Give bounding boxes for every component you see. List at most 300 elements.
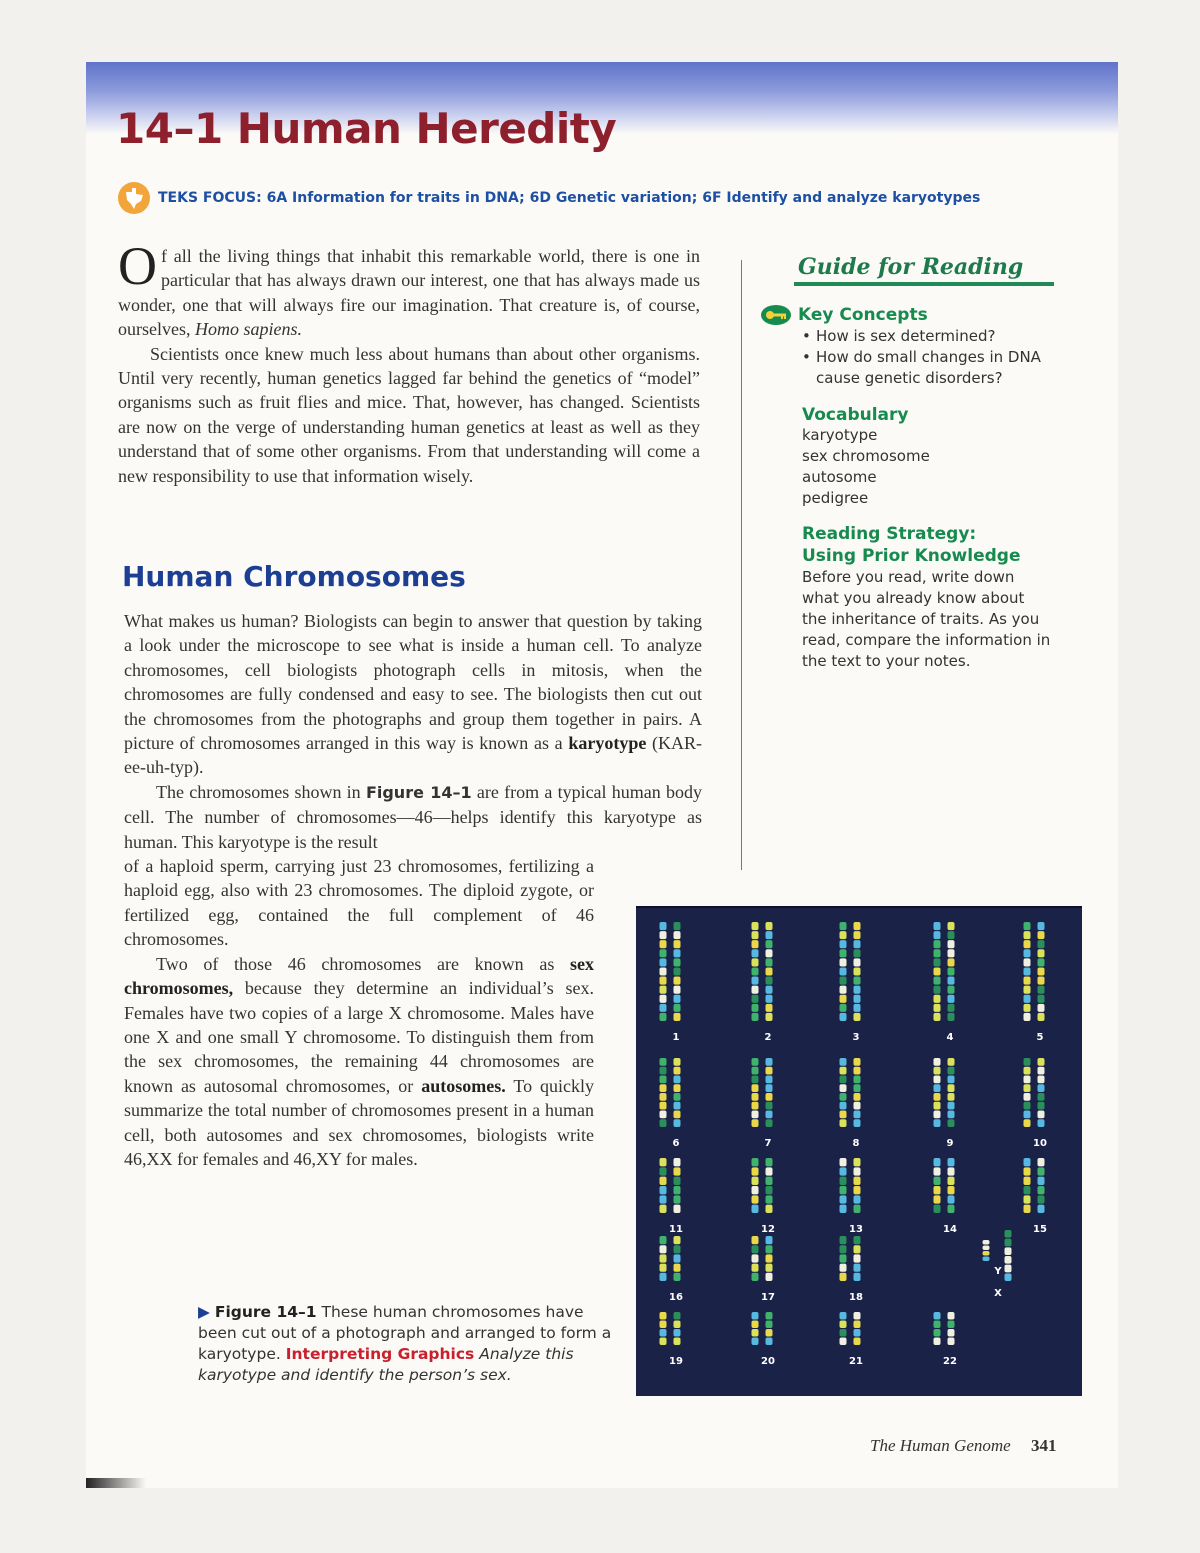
chromosome-band — [1024, 1076, 1031, 1084]
chromosome-band — [840, 986, 847, 994]
term-sex-chromosomes: sex chromosomes, — [124, 953, 594, 999]
chromosome-band — [766, 1076, 773, 1084]
chromosome-band — [752, 1264, 759, 1272]
chromosome-band — [934, 967, 941, 975]
chromosome-band — [948, 1329, 955, 1337]
chromosome-band — [854, 977, 861, 985]
chromosome-band — [1024, 958, 1031, 966]
intro-paragraph-2: Scientists once knew much less about humans than about other organisms. Until very recently, human genetics lagged far behind the genetics of “model” organisms such as fruit flies and mice. That, however, has changed. Scientists are now on the verge of understanding human genetics at least as well as they understand that of some other organisms. From that understanding will come a new responsibility to use that information wisely. — [118, 343, 700, 486]
chromosome-band — [674, 986, 681, 994]
chromosome-band — [854, 922, 861, 930]
chromosome-band — [934, 986, 941, 994]
chromosome-band — [752, 1076, 759, 1084]
chromosome-12-a — [752, 1158, 759, 1213]
chromosome-band — [766, 1084, 773, 1092]
chromosome-16-b — [674, 1236, 681, 1281]
chromosome-band — [854, 1058, 861, 1066]
chromosome-band — [660, 1013, 667, 1021]
chromosome-band — [948, 1058, 955, 1066]
chromosome-19-a — [660, 1312, 667, 1345]
chromosome-band — [840, 1119, 847, 1127]
vocab-item: pedigree — [802, 489, 869, 507]
chromosome-band — [840, 977, 847, 985]
chromosome-band — [660, 1254, 667, 1262]
chromosome-band — [766, 1119, 773, 1127]
chromosome-band — [1038, 1195, 1045, 1203]
chromosome-band — [1024, 1067, 1031, 1075]
chromosome-band — [1024, 922, 1031, 930]
chromosome-band — [948, 1076, 955, 1084]
chromosome-band — [934, 1013, 941, 1021]
chromosome-band — [840, 1264, 847, 1272]
chromosome-band — [1038, 1205, 1045, 1213]
chromosome-1-a — [660, 922, 667, 1021]
intro-paragraph-1 — [118, 236, 700, 342]
chromosome-band — [948, 1119, 955, 1127]
chromosome-Y — [983, 1240, 990, 1261]
chromosome-label: 11 — [669, 1224, 683, 1235]
chromosome-band — [854, 995, 861, 1003]
chromosome-band — [752, 1158, 759, 1166]
chromosome-band — [674, 1076, 681, 1084]
chromosome-band — [752, 1004, 759, 1012]
chromosome-band — [674, 1102, 681, 1110]
chromosome-band — [766, 1067, 773, 1075]
chromosome-band — [983, 1240, 990, 1245]
vocab-item: autosome — [802, 468, 877, 486]
chromosome-band — [948, 1195, 955, 1203]
chromosome-4-a — [934, 922, 941, 1021]
chromosome-band — [766, 958, 773, 966]
chromosome-9-a — [934, 1058, 941, 1127]
chromosome-band — [674, 1004, 681, 1012]
chromosome-band — [854, 949, 861, 957]
chromosome-6-a — [660, 1058, 667, 1127]
intro-text — [118, 236, 700, 488]
chromosome-band — [660, 1329, 667, 1337]
chromosome-band — [1038, 1004, 1045, 1012]
chromosome-label: 20 — [761, 1356, 775, 1367]
term-karyotype: karyotype — [568, 733, 647, 754]
chromosome-band — [674, 1236, 681, 1244]
chromosome-band — [840, 931, 847, 939]
chromosome-band — [660, 949, 667, 957]
chromosome-band — [840, 1111, 847, 1119]
chromosome-band — [1005, 1265, 1012, 1273]
chromosome-band — [1038, 1102, 1045, 1110]
chromosome-band — [948, 1177, 955, 1185]
chromosome-7-a — [752, 1058, 759, 1127]
chromosome-band — [1024, 940, 1031, 948]
chromosome-band — [766, 986, 773, 994]
chromosome-band — [752, 1205, 759, 1213]
chromosome-band — [660, 1321, 667, 1329]
chromosome-band — [674, 1177, 681, 1185]
chromosome-14-a — [934, 1158, 941, 1213]
chromosome-band — [948, 1321, 955, 1329]
chromosome-band — [660, 1338, 667, 1346]
chromosome-label: 5 — [1036, 1032, 1044, 1043]
chromosome-band — [854, 1067, 861, 1075]
chromosome-band — [854, 940, 861, 948]
chromosome-band — [766, 922, 773, 930]
p1-text-b: (KAR-ee-uh-typ). — [124, 733, 703, 778]
chromosome-band — [948, 1158, 955, 1166]
chromosome-band — [752, 1084, 759, 1092]
figure-caption — [198, 1302, 612, 1386]
chromosome-band — [1024, 931, 1031, 939]
chromosome-band — [948, 977, 955, 985]
chromosome-band — [1038, 922, 1045, 930]
homo-sapiens: Homo sapiens. — [194, 319, 302, 340]
chromosome-band — [766, 1004, 773, 1012]
chromosome-band — [840, 1338, 847, 1346]
chromosome-label: 10 — [1033, 1138, 1047, 1149]
chromosome-band — [1024, 1195, 1031, 1203]
chromosome-band — [1038, 967, 1045, 975]
chromosome-5-a — [1024, 922, 1031, 1021]
chromosome-label: 2 — [764, 1032, 772, 1043]
chromosome-band — [854, 1329, 861, 1337]
chromosome-band — [854, 1013, 861, 1021]
reading-strategy-text: Before you read, write down what you already know about the inheritance of traits. As you read, compare the information in the text to your notes. — [802, 568, 1051, 670]
reading-strategy-label — [802, 523, 1060, 567]
chromosome-band — [660, 977, 667, 985]
chromosome-band — [674, 958, 681, 966]
chromosome-band — [840, 1013, 847, 1021]
chromosome-band — [752, 931, 759, 939]
chromosome-label: 22 — [943, 1356, 957, 1367]
chromosome-5-b — [1038, 922, 1045, 1021]
chromosome-band — [840, 1058, 847, 1066]
chromosome-17-a — [752, 1236, 759, 1281]
chromosome-band — [1038, 940, 1045, 948]
chromosome-band — [766, 1013, 773, 1021]
chromosome-band — [1024, 967, 1031, 975]
chromosome-band — [948, 931, 955, 939]
section-paragraph-2 — [124, 780, 702, 854]
chromosome-band — [1005, 1247, 1012, 1255]
intro-p1-text: f all the living things that inhabit this remarkable world, there is one in particular that has always drawn our interest, one that has always made us wonder, one that will always fire our imagination. That creature is, of course, ourselves, — [118, 246, 700, 340]
chromosome-band — [948, 1013, 955, 1021]
chromosome-band — [1038, 1076, 1045, 1084]
chromosome-band — [752, 922, 759, 930]
chromosome-band — [934, 1329, 941, 1337]
chromosome-band — [934, 1167, 941, 1175]
chromosome-band — [948, 958, 955, 966]
chromosome-band — [934, 1158, 941, 1166]
p3-text-b: because they determine an individual’s sex. Females have two copies of a large X chromosome. Males have one X and one small Y chromosome. To distinguish them from the sex chromosomes, the remaining 44 chromosomes are known as autosomal chromosomes, or — [124, 978, 595, 1096]
chromosome-band — [934, 949, 941, 957]
chromosome-band — [1024, 1167, 1031, 1175]
chromosome-band — [660, 1236, 667, 1244]
chromosome-band — [854, 1102, 861, 1110]
chromosome-band — [674, 1067, 681, 1075]
chromosome-band — [934, 1321, 941, 1329]
chromosome-band — [660, 1067, 667, 1075]
chromosome-band — [840, 1321, 847, 1329]
chromosome-band — [674, 1254, 681, 1262]
chromosome-band — [752, 1013, 759, 1021]
chromosome-band — [752, 940, 759, 948]
chromosome-band — [752, 1093, 759, 1101]
chromosome-label: 1 — [672, 1032, 680, 1043]
chromosome-band — [1038, 931, 1045, 939]
page-footer — [870, 1436, 1056, 1456]
chromosome-band — [674, 1093, 681, 1101]
chromosome-band — [854, 958, 861, 966]
chromosome-label: 3 — [852, 1032, 860, 1043]
chromosome-band — [854, 1338, 861, 1346]
chromosome-band — [840, 1102, 847, 1110]
chromosome-band — [674, 1329, 681, 1337]
chromosome-band — [752, 1338, 759, 1346]
chromosome-band — [1038, 1111, 1045, 1119]
chromosome-band — [840, 1158, 847, 1166]
chromosome-label: 7 — [764, 1138, 772, 1149]
section-heading: Human Chromosomes — [122, 560, 466, 593]
vocabulary-label: Vocabulary — [802, 405, 909, 425]
chromosome-band — [854, 1004, 861, 1012]
chromosome-band — [854, 1167, 861, 1175]
chromosome-band — [840, 1177, 847, 1185]
chromosome-band — [1038, 986, 1045, 994]
chromosome-band — [752, 1167, 759, 1175]
chromosome-band — [660, 986, 667, 994]
chromosome-band — [766, 940, 773, 948]
chromosome-band — [840, 922, 847, 930]
chromosome-label: 4 — [946, 1032, 954, 1043]
key-concepts-list — [802, 326, 1060, 389]
guide-for-reading — [760, 254, 1060, 672]
figure-reference: Figure 14–1 — [365, 782, 472, 802]
chromosome-band — [766, 967, 773, 975]
chromosome-band — [934, 1338, 941, 1346]
chromosome-band — [934, 1084, 941, 1092]
chromosome-band — [854, 1195, 861, 1203]
chromosome-22-a — [934, 1312, 941, 1345]
chromosome-10-b — [1038, 1058, 1045, 1127]
chromosome-band — [840, 1084, 847, 1092]
chromosome-band — [948, 1338, 955, 1346]
chromosome-band — [1038, 1084, 1045, 1092]
chromosome-15-b — [1038, 1158, 1045, 1213]
chromosome-band — [752, 995, 759, 1003]
chromosome-band — [1024, 1205, 1031, 1213]
chromosome-band — [934, 1102, 941, 1110]
chromosome-band — [934, 1312, 941, 1320]
chromosome-band — [766, 1158, 773, 1166]
chromosome-band — [854, 1205, 861, 1213]
chromosome-band — [934, 1205, 941, 1213]
chromosome-band — [948, 1186, 955, 1194]
p2-text-b: are from a typical human body cell. The number of chromosomes—46—helps identify this karyotype as human. This karyotype is the result — [124, 781, 703, 852]
chromosome-band — [854, 1158, 861, 1166]
guide-rule — [794, 282, 1054, 286]
chromosome-20-b — [766, 1312, 773, 1345]
chromosome-band — [674, 1119, 681, 1127]
lesson-title: 14–1 Human Heredity — [116, 104, 617, 153]
chromosome-label: 18 — [849, 1292, 863, 1303]
vocab-item: sex chromosome — [802, 447, 930, 465]
chromosome-band — [948, 995, 955, 1003]
chromosome-band — [674, 1158, 681, 1166]
chromosome-band — [766, 949, 773, 957]
column-divider — [741, 260, 742, 870]
chromosome-band — [948, 940, 955, 948]
chromosome-band — [1038, 1119, 1045, 1127]
chromosome-band — [934, 1093, 941, 1101]
chromosome-band — [1005, 1239, 1012, 1247]
chromosome-band — [840, 1236, 847, 1244]
key-concept-item: • How do small changes in DNA cause genetic disorders? — [802, 347, 1060, 389]
chromosome-band — [766, 1058, 773, 1066]
chromosome-band — [854, 1245, 861, 1253]
chromosome-band — [948, 1111, 955, 1119]
chromosome-band — [674, 1338, 681, 1346]
chromosome-band — [1024, 1111, 1031, 1119]
chromosome-band — [934, 1111, 941, 1119]
chromosome-band — [766, 1338, 773, 1346]
chromosome-band — [1038, 1013, 1045, 1021]
strategy-label-2: Using Prior Knowledge — [802, 546, 1021, 566]
chromosome-band — [660, 958, 667, 966]
chromosome-band — [674, 1111, 681, 1119]
chromosome-band — [934, 1058, 941, 1066]
chromosome-1-b — [674, 922, 681, 1021]
chromosome-band — [840, 1312, 847, 1320]
chromosome-band — [840, 1195, 847, 1203]
chromosome-band — [1038, 1058, 1045, 1066]
chromosome-band — [766, 1111, 773, 1119]
chromosome-band — [948, 1093, 955, 1101]
chromosome-band — [840, 1093, 847, 1101]
chromosome-label: Y — [994, 1266, 1002, 1277]
chromosome-band — [854, 931, 861, 939]
chromosome-band — [934, 940, 941, 948]
p3-text-c: To quickly summarize the total number of chromosomes present in a human cell, both autosomes and sex chromosomes, biologists write 46,XX for females and 46,XY for males. — [124, 1075, 595, 1169]
chromosome-band — [854, 1273, 861, 1281]
chromosome-band — [674, 1264, 681, 1272]
chromosome-label: 8 — [852, 1138, 860, 1149]
page-edge-shadow — [86, 1478, 146, 1488]
chromosome-band — [983, 1257, 990, 1262]
chromosome-band — [948, 986, 955, 994]
chromosome-band — [766, 995, 773, 1003]
chromosome-band — [1024, 1058, 1031, 1066]
chromosome-band — [766, 1321, 773, 1329]
chromosome-7-b — [766, 1058, 773, 1127]
chromosome-band — [948, 1167, 955, 1175]
chromosome-band — [934, 1177, 941, 1185]
chromosome-band — [674, 1245, 681, 1253]
chromosome-band — [752, 1321, 759, 1329]
chromosome-band — [660, 1177, 667, 1185]
chromosome-band — [854, 1119, 861, 1127]
chromosome-band — [934, 995, 941, 1003]
chromosome-2-a — [752, 922, 759, 1021]
page-number: 341 — [1030, 1436, 1057, 1455]
chromosome-band — [934, 931, 941, 939]
chromosome-band — [948, 1102, 955, 1110]
chromosome-band — [840, 958, 847, 966]
chromosome-band — [1024, 1084, 1031, 1092]
chromosome-band — [752, 1195, 759, 1203]
chromosome-band — [1038, 977, 1045, 985]
chromosome-band — [854, 1093, 861, 1101]
chromosome-band — [752, 986, 759, 994]
chromosome-band — [752, 1245, 759, 1253]
chromosome-13-a — [840, 1158, 847, 1213]
chromosome-band — [660, 1264, 667, 1272]
chromosome-band — [1038, 949, 1045, 957]
chromosome-band — [660, 1119, 667, 1127]
chromosome-3-b — [854, 922, 861, 1021]
chromosome-band — [1024, 1177, 1031, 1185]
chromosome-12-b — [766, 1158, 773, 1213]
p3-text-a: Two of those 46 chromosomes are known as — [156, 953, 555, 974]
chromosome-band — [660, 1205, 667, 1213]
key-concepts-label: Key Concepts — [798, 305, 928, 325]
chromosome-band — [1038, 1167, 1045, 1175]
key-concept-item: • How is sex determined? — [802, 326, 1060, 347]
chromosome-band — [934, 1186, 941, 1194]
chromosome-2-b — [766, 922, 773, 1021]
chromosome-band — [840, 1167, 847, 1175]
chromosome-20-a — [752, 1312, 759, 1345]
chromosome-band — [766, 1102, 773, 1110]
chromosome-band — [1024, 1004, 1031, 1012]
chromosome-6-b — [674, 1058, 681, 1127]
chromosome-band — [674, 931, 681, 939]
chromosome-band — [674, 1273, 681, 1281]
chromosome-band — [840, 967, 847, 975]
chromosome-17-b — [766, 1236, 773, 1281]
chromosome-band — [752, 967, 759, 975]
chromosome-label: X — [994, 1288, 1002, 1299]
chromosome-band — [660, 1312, 667, 1320]
chromosome-band — [766, 931, 773, 939]
chromosome-label: 21 — [849, 1356, 863, 1367]
chromosome-band — [1005, 1256, 1012, 1264]
chromosome-band — [840, 1205, 847, 1213]
chromosome-band — [1038, 1067, 1045, 1075]
chromosome-band — [766, 1312, 773, 1320]
chromosome-label: 6 — [672, 1138, 680, 1149]
chromosome-band — [674, 940, 681, 948]
chromosome-band — [674, 995, 681, 1003]
chromosome-band — [854, 1177, 861, 1185]
guide-title: Guide for Reading — [798, 254, 1024, 280]
chromosome-11-b — [674, 1158, 681, 1213]
chromosome-band — [948, 922, 955, 930]
chromosome-band — [948, 1205, 955, 1213]
chromosome-band — [948, 949, 955, 957]
chromosome-band — [752, 1312, 759, 1320]
caption-arrow-icon: ▶ — [198, 1303, 210, 1321]
chromosome-band — [660, 1158, 667, 1166]
chromosome-4-b — [948, 922, 955, 1021]
key-icon — [760, 304, 792, 326]
chromosome-band — [660, 1004, 667, 1012]
karyotype-figure — [636, 906, 1082, 1396]
chromosome-band — [1024, 995, 1031, 1003]
chromosome-band — [752, 1254, 759, 1262]
chromosome-band — [766, 1205, 773, 1213]
chromosome-band — [934, 958, 941, 966]
chromosome-band — [948, 1067, 955, 1075]
chromosome-band — [752, 1186, 759, 1194]
